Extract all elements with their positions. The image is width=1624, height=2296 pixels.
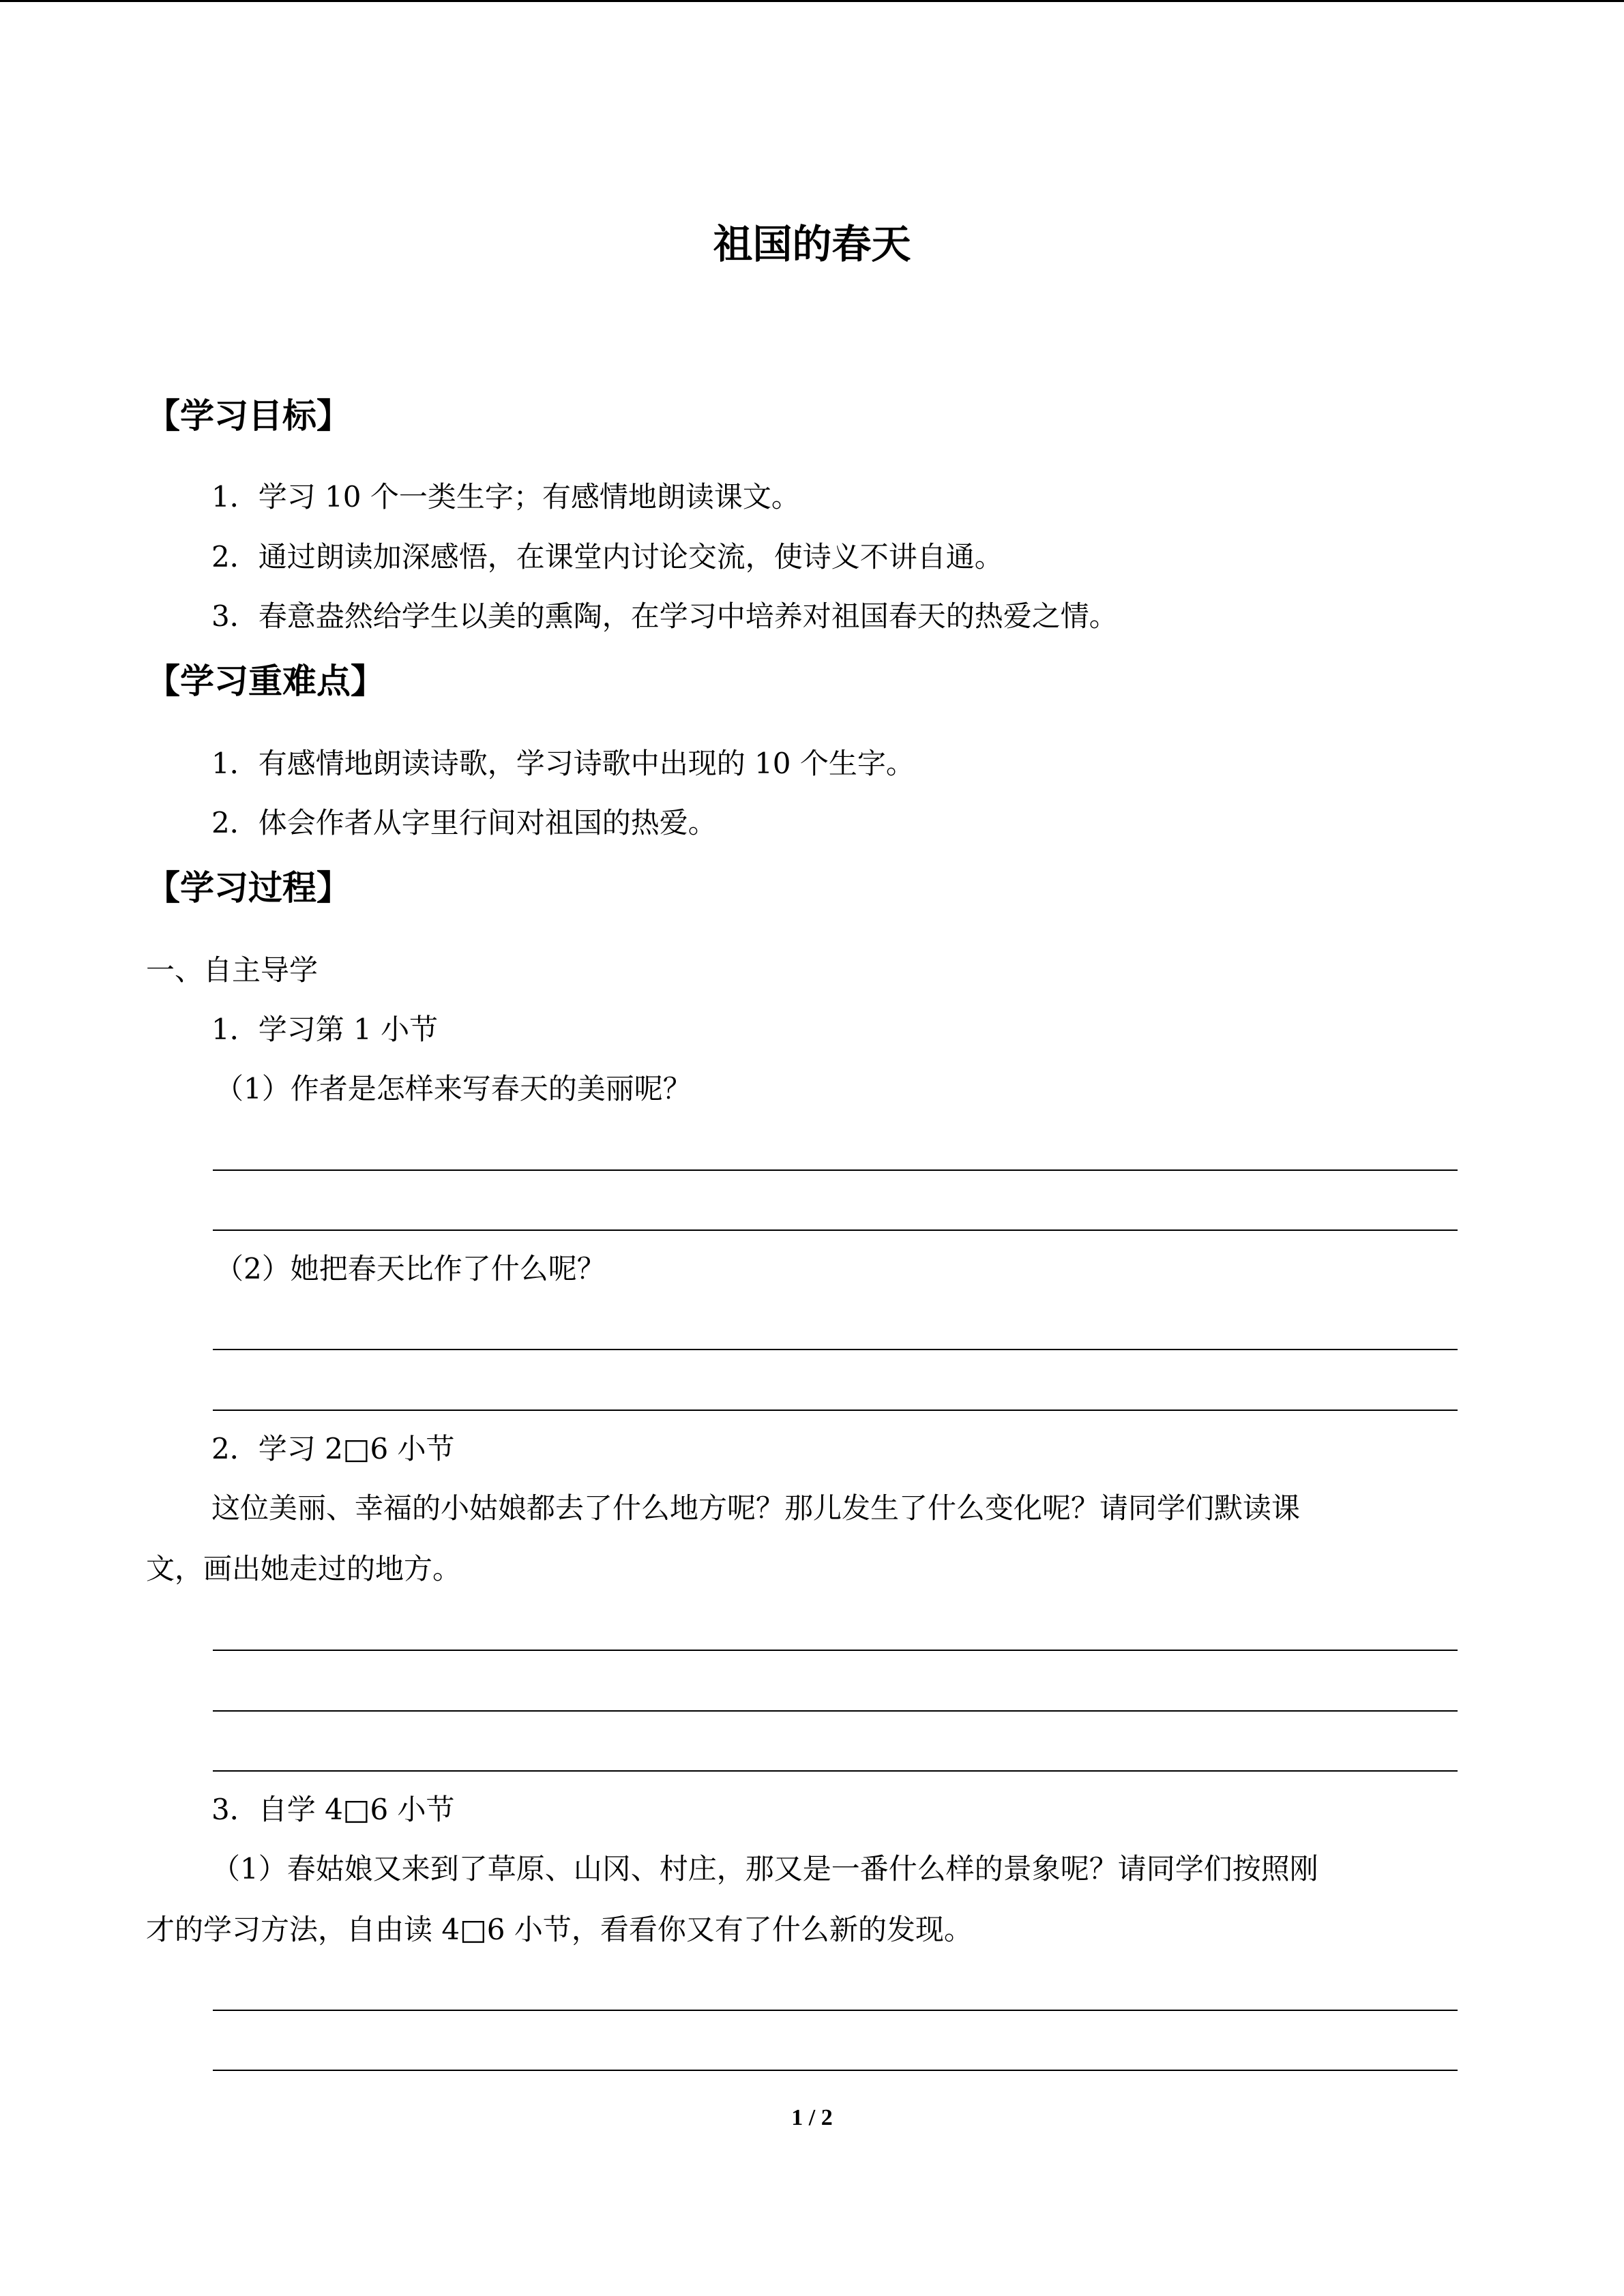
q3-paragraph-line2: 才的学习方法，自由读 4□6 小节，看看你又有了什么新的发现。 — [146, 1913, 973, 1946]
answer-line — [213, 1169, 1458, 1171]
answer-line — [213, 1710, 1458, 1712]
answer-line — [213, 1770, 1458, 1772]
section-heading-process: 【学习过程】 — [146, 868, 351, 908]
answer-line — [213, 1650, 1458, 1651]
key-point-item-2: 2．体会作者从字里行间对祖国的热爱。 — [211, 806, 717, 839]
part1-title: 一、自主导学 — [146, 953, 319, 987]
page-title: 祖国的春天 — [713, 221, 911, 267]
goal-item-3: 3．春意盎然给学生以美的熏陶，在学习中培养对祖国春天的热爱之情。 — [211, 599, 1118, 633]
section-heading-key-points: 【学习重难点】 — [146, 661, 385, 701]
answer-line — [213, 1349, 1458, 1350]
q2-paragraph-line2: 文，画出她走过的地方。 — [146, 1552, 462, 1585]
answer-line — [213, 2010, 1458, 2011]
q1-sub1: （1）作者是怎样来写春天的美丽呢？ — [215, 1072, 692, 1105]
goal-item-2: 2．通过朗读加深感悟，在课堂内讨论交流，使诗义不讲自通。 — [211, 540, 1003, 573]
q3-paragraph-line1: （1）春姑娘又来到了草原、山冈、村庄，那又是一番什么样的景象呢？请同学们按照刚 — [211, 1852, 1318, 1885]
q1-sub2: （2）她把春天比作了什么呢？ — [215, 1252, 606, 1285]
answer-line — [213, 1229, 1458, 1231]
q1-title: 1．学习第 1 小节 — [211, 1013, 439, 1046]
section-heading-goals: 【学习目标】 — [146, 396, 351, 436]
goal-item-1: 1．学习 10 个一类生字；有感情地朗读课文。 — [211, 480, 800, 513]
answer-line — [213, 2070, 1458, 2071]
q2-paragraph-line1: 这位美丽、幸福的小姑娘都去了什么地方呢？那儿发生了什么变化呢？请同学们默读课 — [211, 1491, 1301, 1525]
q3-title: 3．自学 4□6 小节 — [211, 1793, 455, 1826]
page-number: 1 / 2 — [791, 2105, 833, 2130]
answer-line — [213, 1410, 1458, 1411]
q2-title: 2．学习 2□6 小节 — [211, 1432, 455, 1465]
key-point-item-1: 1．有感情地朗读诗歌，学习诗歌中出现的 10 个生字。 — [211, 747, 915, 780]
